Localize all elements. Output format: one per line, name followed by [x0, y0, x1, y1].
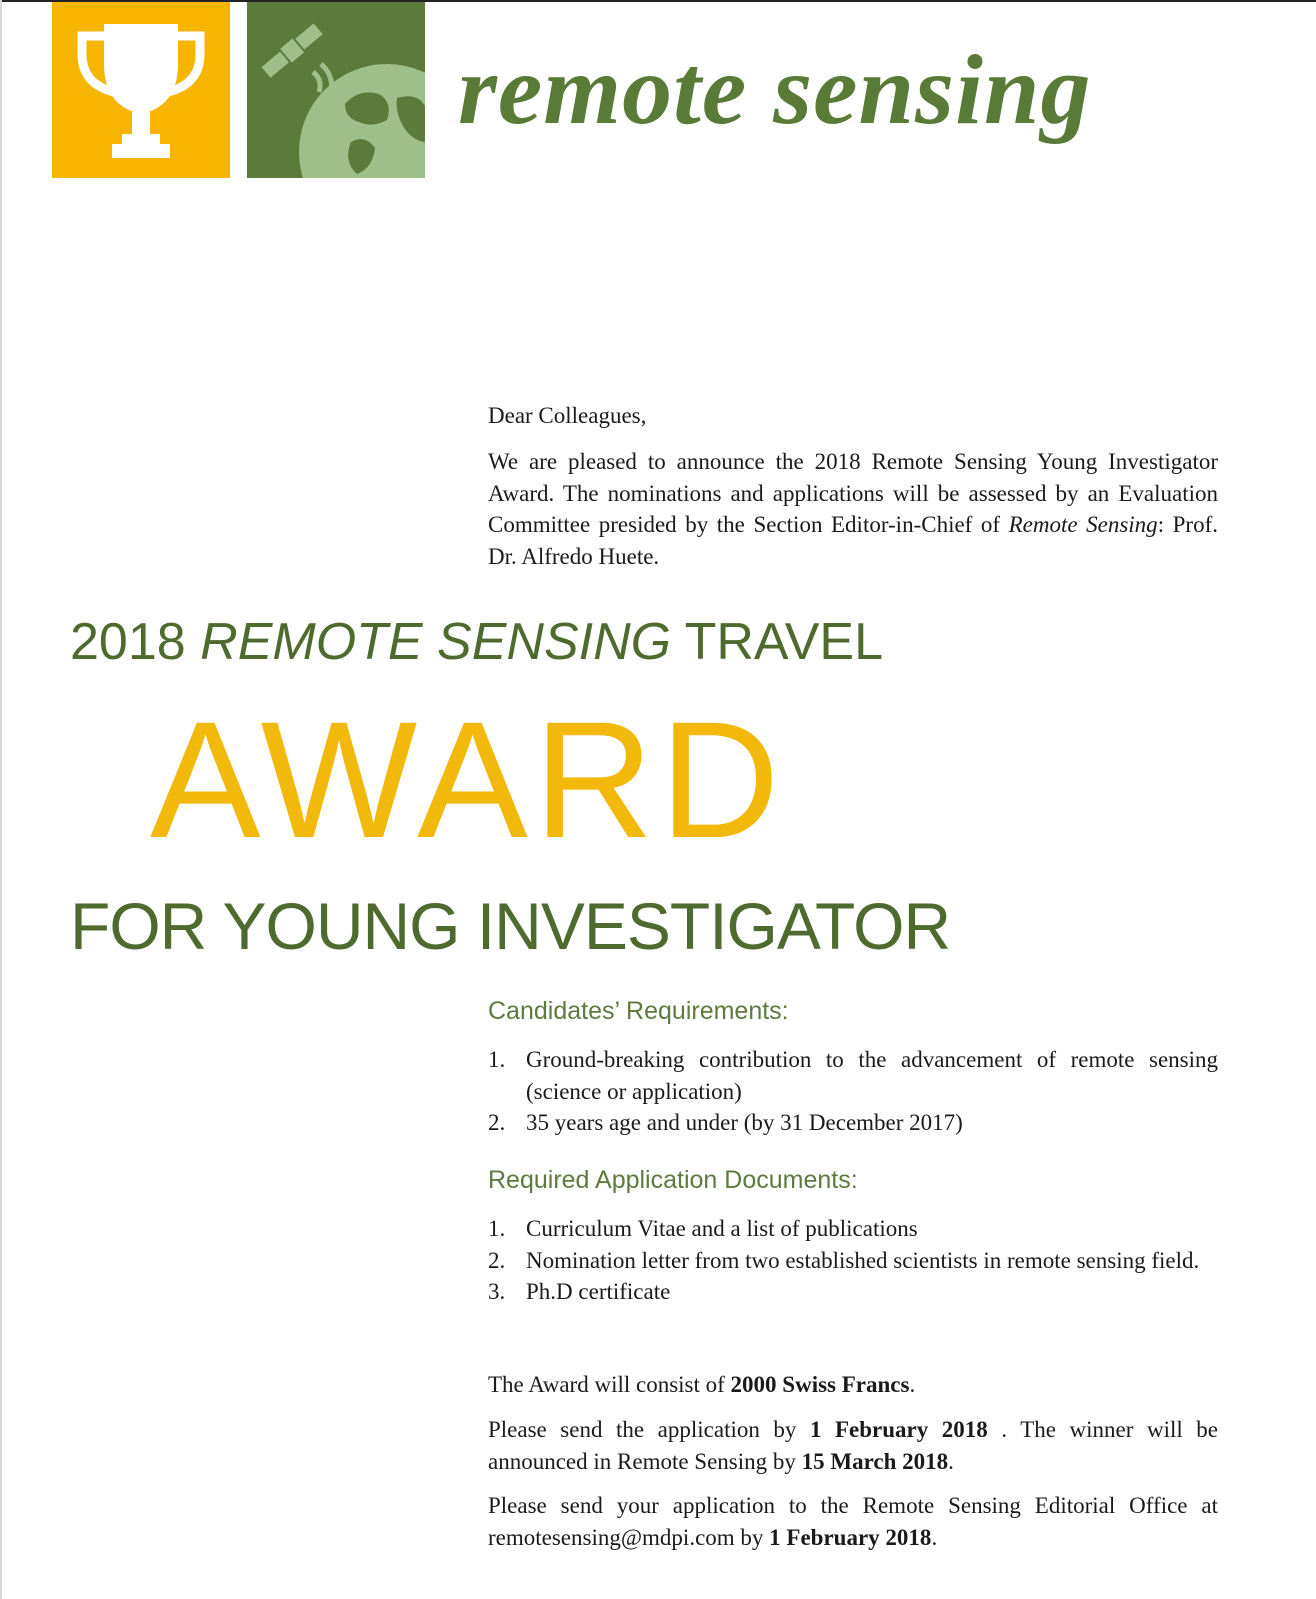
item-text: Nomination letter from two established scientists in remote sensing field.: [526, 1247, 1200, 1273]
amount-suffix: .: [909, 1372, 916, 1397]
greeting: Dear Colleagues,: [488, 403, 647, 428]
intro-text-2: : Prof. Dr. Alfredo Huete.: [488, 512, 1218, 569]
deadline-paragraph: [488, 1414, 1218, 1477]
banner-award: AWARD: [150, 688, 786, 873]
list-item: [488, 1276, 1218, 1308]
intro-journal-name: Remote Sensing: [1008, 512, 1158, 537]
item-number: 3.: [488, 1279, 506, 1304]
satellite-logo: [247, 2, 425, 178]
item-number: 2.: [488, 1247, 506, 1273]
contact-suffix: .: [931, 1524, 938, 1550]
banner-line-1: [70, 612, 883, 672]
item-text: Ph.D certificate: [526, 1279, 671, 1304]
trophy-icon: [52, 2, 230, 178]
announce-date: 15 March 2018: [801, 1448, 949, 1474]
item-number: 1.: [488, 1047, 506, 1072]
item-text: 35 years age and under (by 31 December 2017): [526, 1110, 963, 1135]
satellite-earth-icon: [247, 2, 425, 178]
banner-young-investigator: FOR YOUNG INVESTIGATOR: [70, 889, 951, 963]
item-number: 1.: [488, 1216, 506, 1241]
journal-title: remote sensing: [458, 34, 1092, 145]
list-item: [488, 1245, 1218, 1277]
award-amount: [488, 1369, 1218, 1401]
deadline-prefix: Please send the application by: [488, 1417, 810, 1442]
list-item: [488, 1213, 1218, 1245]
item-text: Curriculum Vitae and a list of publications: [526, 1216, 918, 1241]
deadline-date: 1 February 2018: [809, 1417, 988, 1442]
amount-value: 2000 Swiss Francs: [730, 1372, 910, 1397]
contact-paragraph: [488, 1490, 1218, 1553]
contact-prefix: Please send your application to the Remote Sensing Editorial Office at remotesensing@mdpi.com by: [488, 1493, 1218, 1550]
banner-travel: TRAVEL: [671, 613, 884, 671]
deadline-suffix: .: [948, 1448, 954, 1474]
requirements-heading: Candidates’ Requirements:: [488, 997, 789, 1025]
item-number: 2.: [488, 1110, 506, 1135]
amount-prefix: The Award will consist of: [488, 1372, 731, 1397]
contact-date: 1 February 2018: [769, 1524, 932, 1550]
documents-list: [488, 1213, 1218, 1308]
documents-heading: Required Application Documents:: [488, 1166, 858, 1194]
requirements-list: [488, 1044, 1218, 1139]
banner-journal: REMOTE SENSING: [200, 613, 672, 671]
intro-paragraph: [488, 446, 1218, 572]
list-item: [488, 1044, 1218, 1107]
banner-year: 2018: [70, 613, 201, 671]
item-text: Ground-breaking contribution to the advancement of remote sensing (science or application): [526, 1047, 1218, 1104]
trophy-logo: [52, 2, 230, 178]
intro-text-1: We are pleased to announce the 2018 Remote Sensing Young Investigator Award. The nominations and applications will be assessed by an Evaluation Committee presided by the Section Editor-in-Chief of: [488, 449, 1218, 537]
left-border: [0, 0, 2, 1599]
deadline-middle: . The winner will be announced in Remote Sensing by: [488, 1417, 1219, 1474]
list-item: [488, 1107, 1218, 1139]
